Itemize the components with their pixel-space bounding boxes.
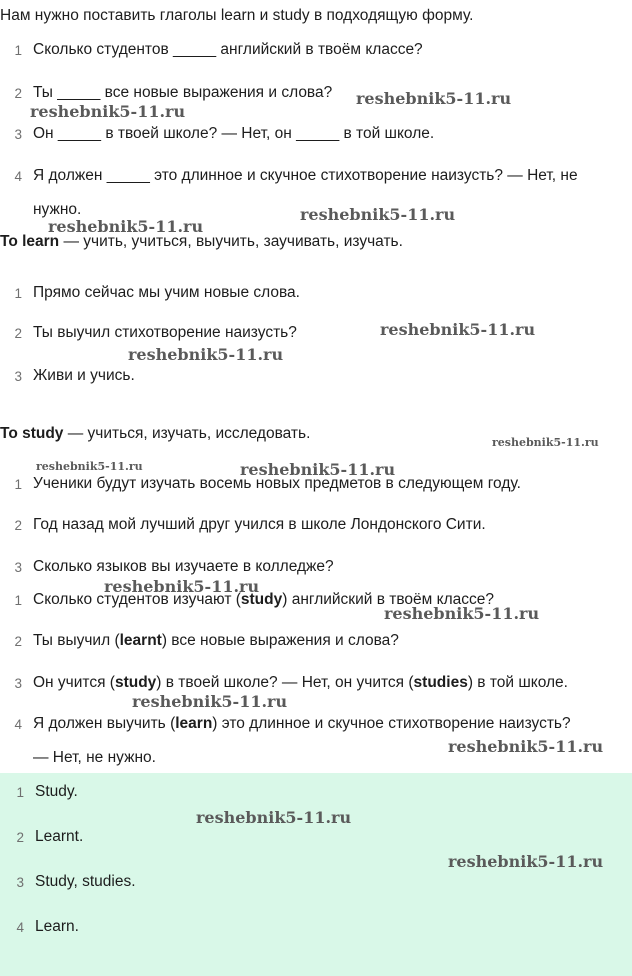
list-item: Я должен выучить (learn) это длинное и скучное стихотворение наизусть?	[33, 715, 571, 732]
answer-item: Study.	[35, 783, 78, 800]
list-number: 1	[14, 43, 22, 58]
study-definition	[0, 425, 310, 443]
answer-item: Study, studies.	[35, 873, 136, 890]
list-item: Он учится (study) в твоей школе? — Нет, он учится (studies) в той школе.	[33, 674, 568, 691]
list-number: 4	[14, 169, 22, 184]
list-number: 3	[14, 676, 22, 691]
learn-meaning: — учить, учиться, выучить, заучивать, изучать.	[59, 233, 403, 250]
list-number: 2	[14, 634, 22, 649]
list-number: 2	[14, 86, 22, 101]
watermark: reshebnik5-11.ru	[104, 577, 260, 596]
watermark: reshebnik5-11.ru	[128, 345, 284, 364]
intro-text: Нам нужно поставить глаголы learn и study в подходящую форму.	[0, 7, 474, 24]
list-item: Ты выучил (learnt) все новые выражения и слова?	[33, 632, 399, 649]
list-item-continuation: — Нет, не нужно.	[33, 749, 156, 766]
list-number: 2	[14, 326, 22, 341]
watermark: reshebnik5-11.ru	[448, 737, 604, 756]
list-item: Сколько студентов изучают (study) английский в твоём классе?	[33, 591, 494, 608]
list-number: 2	[14, 518, 22, 533]
watermark: reshebnik5-11.ru	[30, 102, 186, 121]
list-number: 1	[14, 477, 22, 492]
list-number: 1	[14, 286, 22, 301]
list-item: Ученики будут изучать восемь новых предметов в следующем году.	[33, 475, 521, 492]
watermark: reshebnik5-11.ru	[356, 89, 512, 108]
watermark: reshebnik5-11.ru	[384, 604, 540, 623]
study-term: To study	[0, 425, 64, 442]
list-item: Он _____ в твоей школе? — Нет, он _____ в той школе.	[33, 125, 435, 142]
list-number: 2	[16, 830, 24, 845]
list-number: 3	[16, 875, 24, 890]
list-item: Ты выучил стихотворение наизусть?	[33, 324, 297, 341]
list-item-continuation: нужно.	[33, 201, 82, 218]
list-item: Живи и учись.	[33, 367, 135, 384]
list-number: 4	[16, 920, 24, 935]
learn-term: To learn	[0, 233, 60, 250]
list-number: 3	[14, 127, 22, 142]
list-item: Год назад мой лучший друг учился в школе Лондонского Сити.	[33, 516, 486, 533]
watermark: reshebnik5-11.ru	[132, 692, 288, 711]
list-item: Прямо сейчас мы учим новые слова.	[33, 284, 300, 301]
watermark: reshebnik5-11.ru	[448, 852, 604, 871]
list-number: 4	[14, 717, 22, 732]
list-item: Ты _____ все новые выражения и слова?	[33, 84, 333, 101]
answer-item: Learnt.	[35, 828, 84, 845]
watermark: reshebnik5-11.ru	[380, 320, 536, 339]
list-item: Я должен _____ это длинное и скучное стихотворение наизусть? — Нет, не	[33, 167, 578, 184]
watermark: reshebnik5-11.ru	[196, 808, 352, 827]
watermark: reshebnik5-11.ru	[48, 217, 204, 236]
watermark: reshebnik5-11.ru	[36, 460, 143, 473]
list-item: Сколько языков вы изучаете в колледже?	[33, 558, 334, 575]
list-number: 3	[14, 369, 22, 384]
watermark: reshebnik5-11.ru	[492, 436, 599, 449]
list-number: 1	[16, 785, 24, 800]
watermark: reshebnik5-11.ru	[240, 460, 396, 479]
list-number: 1	[14, 593, 22, 608]
list-number: 3	[14, 560, 22, 575]
answer-item: Learn.	[35, 918, 79, 935]
watermark: reshebnik5-11.ru	[300, 205, 456, 224]
list-item: Сколько студентов _____ английский в твоём классе?	[33, 41, 423, 58]
study-meaning: — учиться, изучать, исследовать.	[63, 425, 311, 442]
